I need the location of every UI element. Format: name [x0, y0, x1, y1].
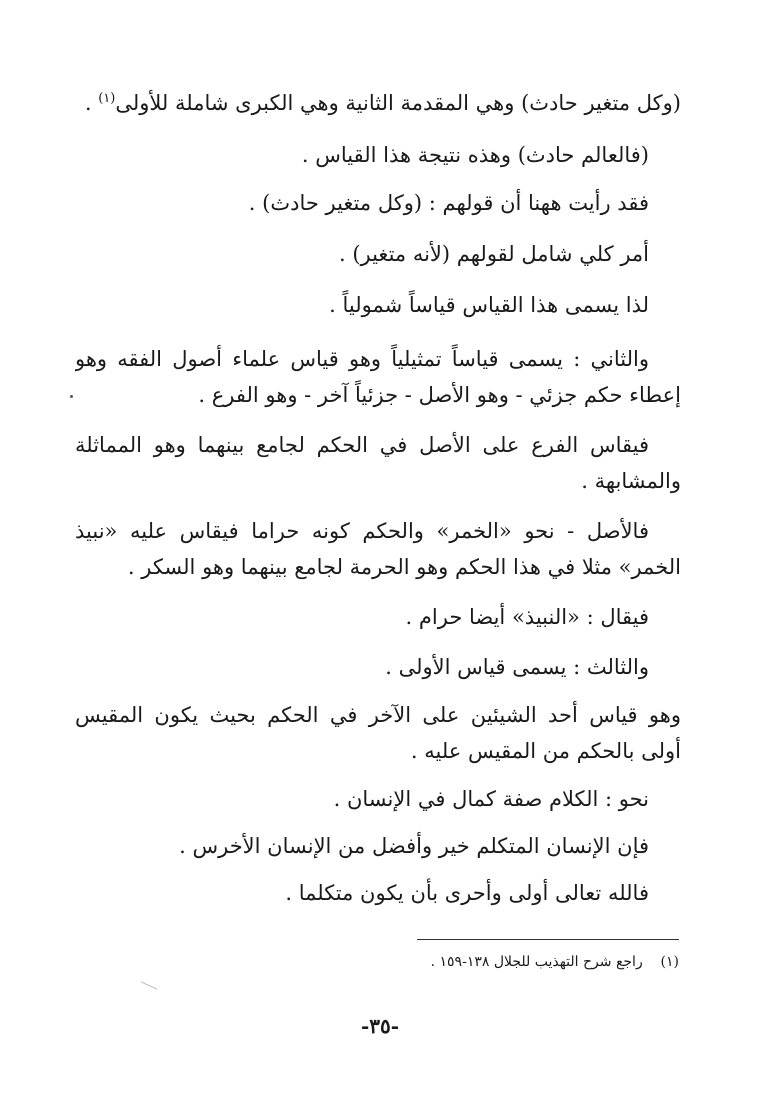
paragraph-14: فالله تعالى أولى وأحرى بأن يكون متكلما . — [285, 881, 649, 905]
paragraph-9: فيقال : «النبيذ» أيضا حرام . — [405, 605, 649, 629]
page-number: -٣٥- — [360, 1014, 400, 1038]
paragraph-2: (فالعالم حادث) وهذه نتيجة هذا القياس . — [301, 143, 649, 167]
footnote-number: (١) — [660, 954, 679, 970]
paragraph-3: فقد رأيت ههنا أن قولهم : (وكل متغير حادث) . — [248, 191, 649, 215]
paragraph-1 — [75, 86, 681, 120]
paragraph-6-line-2: إعطاء حكم جزئي - وهو الأصل - جزئياً آخر - وهو الفرع . — [198, 383, 681, 407]
footnote-reference[interactable]: (١) — [98, 91, 116, 106]
paragraph-7-line-1: فيقاس الفرع على الأصل في الحكم لجامع بينهما وهو المماثلة — [75, 433, 649, 457]
paragraph-6-line-1: والثاني : يسمى قياساً تمثيلياً وهو قياس علماء أصول الفقه وهو — [75, 347, 649, 371]
footnote-text: راجع شرح التهذيب للجلال ١٣٨-١٥٩ . — [430, 954, 643, 970]
paragraph-4: أمر كلي شامل لقولهم (لأنه متغير) . — [338, 242, 649, 266]
paragraph-8-line-1: فالأصل - نحو «الخمر» والحكم كونه حراما فيقاس عليه «نبيذ — [75, 519, 649, 543]
footnote-separator — [417, 939, 679, 940]
paragraph-5: لذا يسمى هذا القياس قياساً شمولياً . — [329, 293, 649, 317]
paragraph-11-line-1: وهو قياس أحد الشيئين على الآخر في الحكم بحيث يكون المقيس — [75, 703, 681, 727]
paragraph-12: نحو : الكلام صفة كمال في الإنسان . — [333, 787, 649, 811]
paragraph-1-text: (وكل متغير حادث) وهي المقدمة الثانية وهي الكبرى شاملة للأولى — [115, 91, 681, 115]
scan-mark — [141, 981, 158, 990]
paragraph-13: فإن الإنسان المتكلم خير وأفضل من الإنسان الأخرس . — [179, 834, 649, 858]
paragraph-7-line-2: والمشابهة . — [581, 469, 681, 493]
paragraph-8-line-2: الخمر» مثلا في هذا الحكم وهو الحرمة لجامع بينهما وهو السكر . — [127, 555, 681, 579]
paragraph-10: والثالث : يسمى قياس الأولى . — [385, 655, 649, 679]
paragraph-11-line-2: أولى بالحكم من المقيس عليه . — [410, 739, 681, 763]
footnote — [79, 950, 679, 974]
paragraph-1-end: . — [84, 91, 92, 115]
margin-dot-mark — [70, 395, 73, 398]
